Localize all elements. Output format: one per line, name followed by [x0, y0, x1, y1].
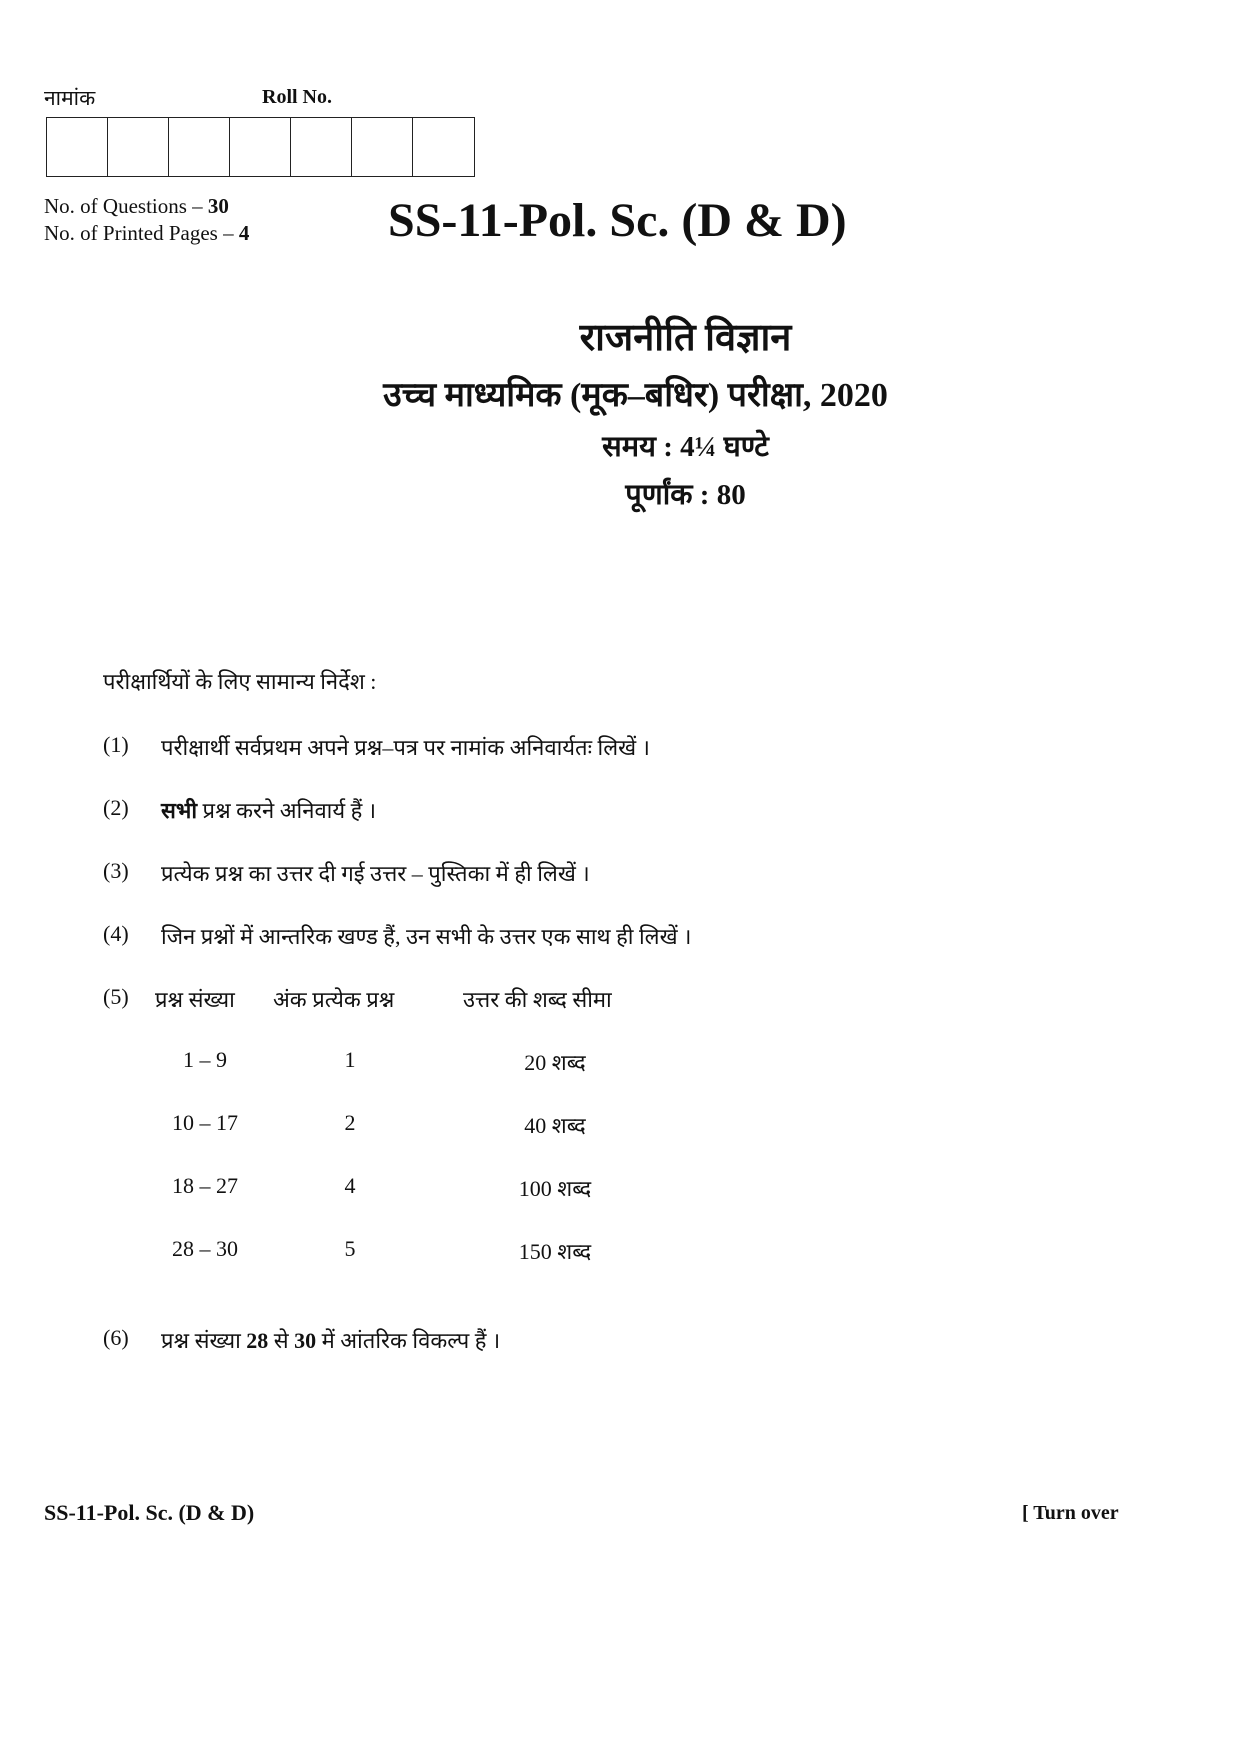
pages-count	[44, 221, 249, 246]
marks-each: 1	[344, 1047, 356, 1072]
subject-title: राजनीति विज्ञान	[579, 317, 792, 359]
instruction-bold-text: 28	[246, 1328, 269, 1353]
instruction-text: से	[268, 1328, 295, 1353]
question-range: 10 – 17	[172, 1110, 238, 1135]
pages-label: No. of Printed Pages –	[44, 221, 239, 245]
roll-box	[169, 118, 230, 176]
column-header-question-number: प्रश्न संख्या	[155, 987, 235, 1012]
roll-label-hindi: नामांक	[44, 86, 96, 110]
roll-box	[230, 118, 291, 176]
questions-label: No. of Questions –	[44, 194, 208, 218]
marks-value: 80	[716, 479, 746, 511]
roll-label-english: Roll No.	[262, 86, 332, 108]
instruction-bold-text: सभी	[161, 798, 198, 823]
instruction-number: (6)	[103, 1325, 129, 1350]
marks-each: 4	[344, 1173, 356, 1198]
instruction-item	[103, 795, 376, 825]
instruction-number: (5)	[103, 984, 129, 1009]
roll-box	[108, 118, 169, 176]
time-label: समय :	[602, 431, 681, 463]
word-limit: 40 शब्द	[524, 1113, 586, 1138]
time-value: 4¼ घण्टे	[680, 431, 769, 463]
paper-code: SS-11-Pol. Sc. (D & D)	[388, 194, 847, 247]
instructions-heading: परीक्षार्थियों के लिए सामान्य निर्देश :	[103, 669, 377, 694]
footer-paper-code: SS-11-Pol. Sc. (D & D)	[44, 1500, 255, 1525]
question-range: 28 – 30	[172, 1236, 238, 1261]
instruction-bold-text: 30	[294, 1328, 317, 1353]
turn-over-note: [ Turn over	[1022, 1502, 1119, 1524]
exam-marks	[0, 474, 1241, 513]
pages-value: 4	[238, 221, 250, 245]
roll-number-boxes	[46, 117, 475, 177]
word-limit: 150 शब्द	[518, 1239, 592, 1264]
column-header-marks: अंक प्रत्येक प्रश्न	[273, 987, 395, 1012]
instruction-text: परीक्षार्थी सर्वप्रथम अपने प्रश्न–पत्र पर नामांक अनिवार्यतः लिखें ।	[161, 735, 650, 760]
word-limit: 20 शब्द	[524, 1050, 586, 1075]
instruction-item	[103, 1325, 500, 1355]
instruction-number: (1)	[103, 732, 129, 757]
roll-box	[413, 118, 474, 176]
instruction-number: (2)	[103, 795, 129, 820]
marks-table-header	[103, 984, 612, 1014]
questions-value: 30	[207, 194, 229, 218]
instruction-text: प्रश्न करने अनिवार्य हैं ।	[197, 798, 377, 823]
roll-box	[291, 118, 352, 176]
marks-each: 2	[344, 1110, 356, 1135]
marks-label: पूर्णांक :	[625, 479, 717, 511]
roll-box	[352, 118, 413, 176]
instruction-text: प्रश्न संख्या	[161, 1328, 247, 1353]
instruction-text: प्रत्येक प्रश्न का उत्तर दी गई उत्तर – पुस्तिका में ही लिखें ।	[161, 861, 590, 886]
exam-time	[0, 426, 1241, 465]
instruction-number: (4)	[103, 921, 129, 946]
instruction-item	[103, 921, 691, 951]
instruction-item	[103, 732, 650, 762]
instruction-text: में आंतरिक विकल्प हैं ।	[316, 1328, 501, 1353]
marks-each: 5	[344, 1236, 356, 1261]
word-limit: 100 शब्द	[518, 1176, 592, 1201]
questions-count	[44, 194, 229, 219]
instruction-text: जिन प्रश्नों में आन्तरिक खण्ड हैं, उन सभी के उत्तर एक साथ ही लिखें ।	[161, 924, 692, 949]
column-header-word-limit: उत्तर की शब्द सीमा	[463, 987, 612, 1012]
exam-name: उच्च माध्यमिक (मूक–बधिर) परीक्षा, 2020	[383, 377, 888, 414]
roll-box	[47, 118, 108, 176]
question-range: 18 – 27	[172, 1173, 238, 1198]
instruction-number: (3)	[103, 858, 129, 883]
instruction-item	[103, 858, 590, 888]
question-range: 1 – 9	[183, 1047, 227, 1072]
